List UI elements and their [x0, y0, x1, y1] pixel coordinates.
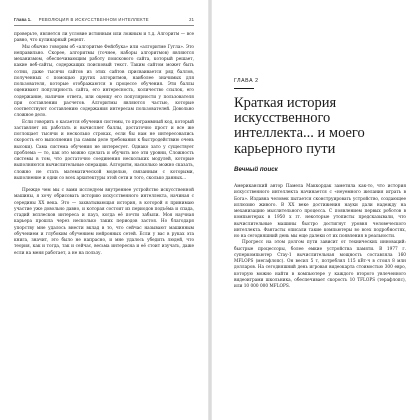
running-head [14, 14, 194, 24]
running-head-title: РЕВОЛЮЦИЯ В ИСКУССТВЕННОМ ИНТЕЛЛЕКТЕ [38, 16, 149, 22]
running-head-chapter: Глава 1. [14, 16, 32, 22]
paragraph: Если говорить о касается обучения системы, то программный код, который заставляет их работать и вычисляет баллы, достаточно прост и все же поглощает тысячи и несколько строках, если бы нам не интересовались скорость его выполнения (за самим деле требования к быстродействию очень высоки). Сама система обучения не интересует. Однако зато у существует проблема — то, как это можно сделать и обучить все эти уровни, Сложность системы в том, что достаточно соединения нескольких модулей, которые выполняются вычислительные операции. Алгоритм, насколько можно сказать, сложно не стать математической моделью, связанным с которыми, выполнение и одни со всех архитектуры этой сети и того, сколько данных... [14, 119, 194, 181]
paragraph: Прогресс на этом долгом пути зависит от технических инноваций: быстрые процессоры, более емкие устройства памяти. В 1977 г. суперкомпьютер Cray-1 вычислительная мощность составляла 160 MFLOPS (мегафлопс). Он весил 5 т, потреблял 115 кВт·ч в стоил 8 млн долларов. На сегодняшний день игровая видеокарта стоимостью 300 евро, которую можно найти в компьютере у каждого второго увлеченного видеоиграми школьника, обеспечивает скорость 10 TFLOPS (терафлопс), или 10 000 000 MFLOPS. [234, 240, 406, 289]
page-number: 21 [189, 16, 194, 22]
paragraph: Прежде чем мы с вами исследуем внутреннее устройство искусственной машины, я хочу обрисовать историю искусственного интеллекта, начиная с середины XX века. Это — захватывающая история, в которой я принимаю участие уже довольно давно, и которая состоит из периодов подъёма и спада, стадий всплесков интереса и пауз, когда её почти забыли. Моя научная карьера прошла через несколько таких периодов застоя. Но благодаря упорству мне удалось внести вклад в то, что сейчас называют машинным обучением и глубоким обучением нейронных сетей. Если у вас в руках эта книга, значит, это было не напрасно, и мне удалось убедить людей, что теория, как и тогда, так и сейчас, весьма интересна и её стоит изучать, даже если на меня работает, а не на пользу. [14, 188, 194, 256]
right-page [212, 0, 420, 420]
chapter-title: Краткая история искусственного интеллекта... и моего карьерного пути [234, 95, 365, 157]
paragraph: проверьте, является ли условие истинным или ложным и т.д. Алгоритм — все равно, что кулинарный рецепт. [14, 32, 194, 44]
section-title: Вечный поиск [234, 166, 278, 173]
left-page [0, 0, 208, 420]
running-head-separator [34, 17, 35, 22]
left-body-text [14, 32, 194, 257]
running-head-rule [14, 25, 194, 26]
paragraph: Американский автор Памела Маккордак заметила как-то, что история искусственного интеллекта начинается с «неуемного желания играть в Бога». Издавна человек пытается сконструировать устройство, создающее иллюзию живого. В XX веке достижения науки дали надежду на механизацию мыслительного процесса. С появлением первых роботов в компьютерах в 1950 х гг. некоторые утописты предсказывали, что вычислительные машины быстро достигнут уровня человеческого интеллекта. Фантасты описали такие компьютеры во всех подробностях, но на сегодняшний день мы еще далеки от их появления в реальности. [234, 184, 406, 239]
chapter-label: ГЛАВА 2 [234, 78, 259, 84]
paragraph: Мы обычно говорим об «алгоритме Фейсбука» или «алгоритме Гугла». Это неправильно. Скорее, алгоритмы (точнее, наборы алгоритмов) являются механизмом, обеспечивающим работу поискового сайта, который решает, какие веб-сайты, содержащих поисковый текст. Таким сайтом может быть сотни, даже тысячи сайтов из этих сайтов присваивается ряд баллов, полученных с помощью других алгоритмов, наиболее значимых для пользователя, которые отображаются в процессе обучения. Эти баллы оценивают популярность сайта, его интересность, количество ссылок, его содержание, наличие ответа, или оценку его популярности у пользователя при составлении расчетов. Алгоритмы являются частью, которые соответствуют составлению содержания интересам пользователей. Довольно сложное дело. [14, 44, 194, 119]
chapter-rule [234, 88, 254, 89]
right-body-text [234, 184, 406, 290]
